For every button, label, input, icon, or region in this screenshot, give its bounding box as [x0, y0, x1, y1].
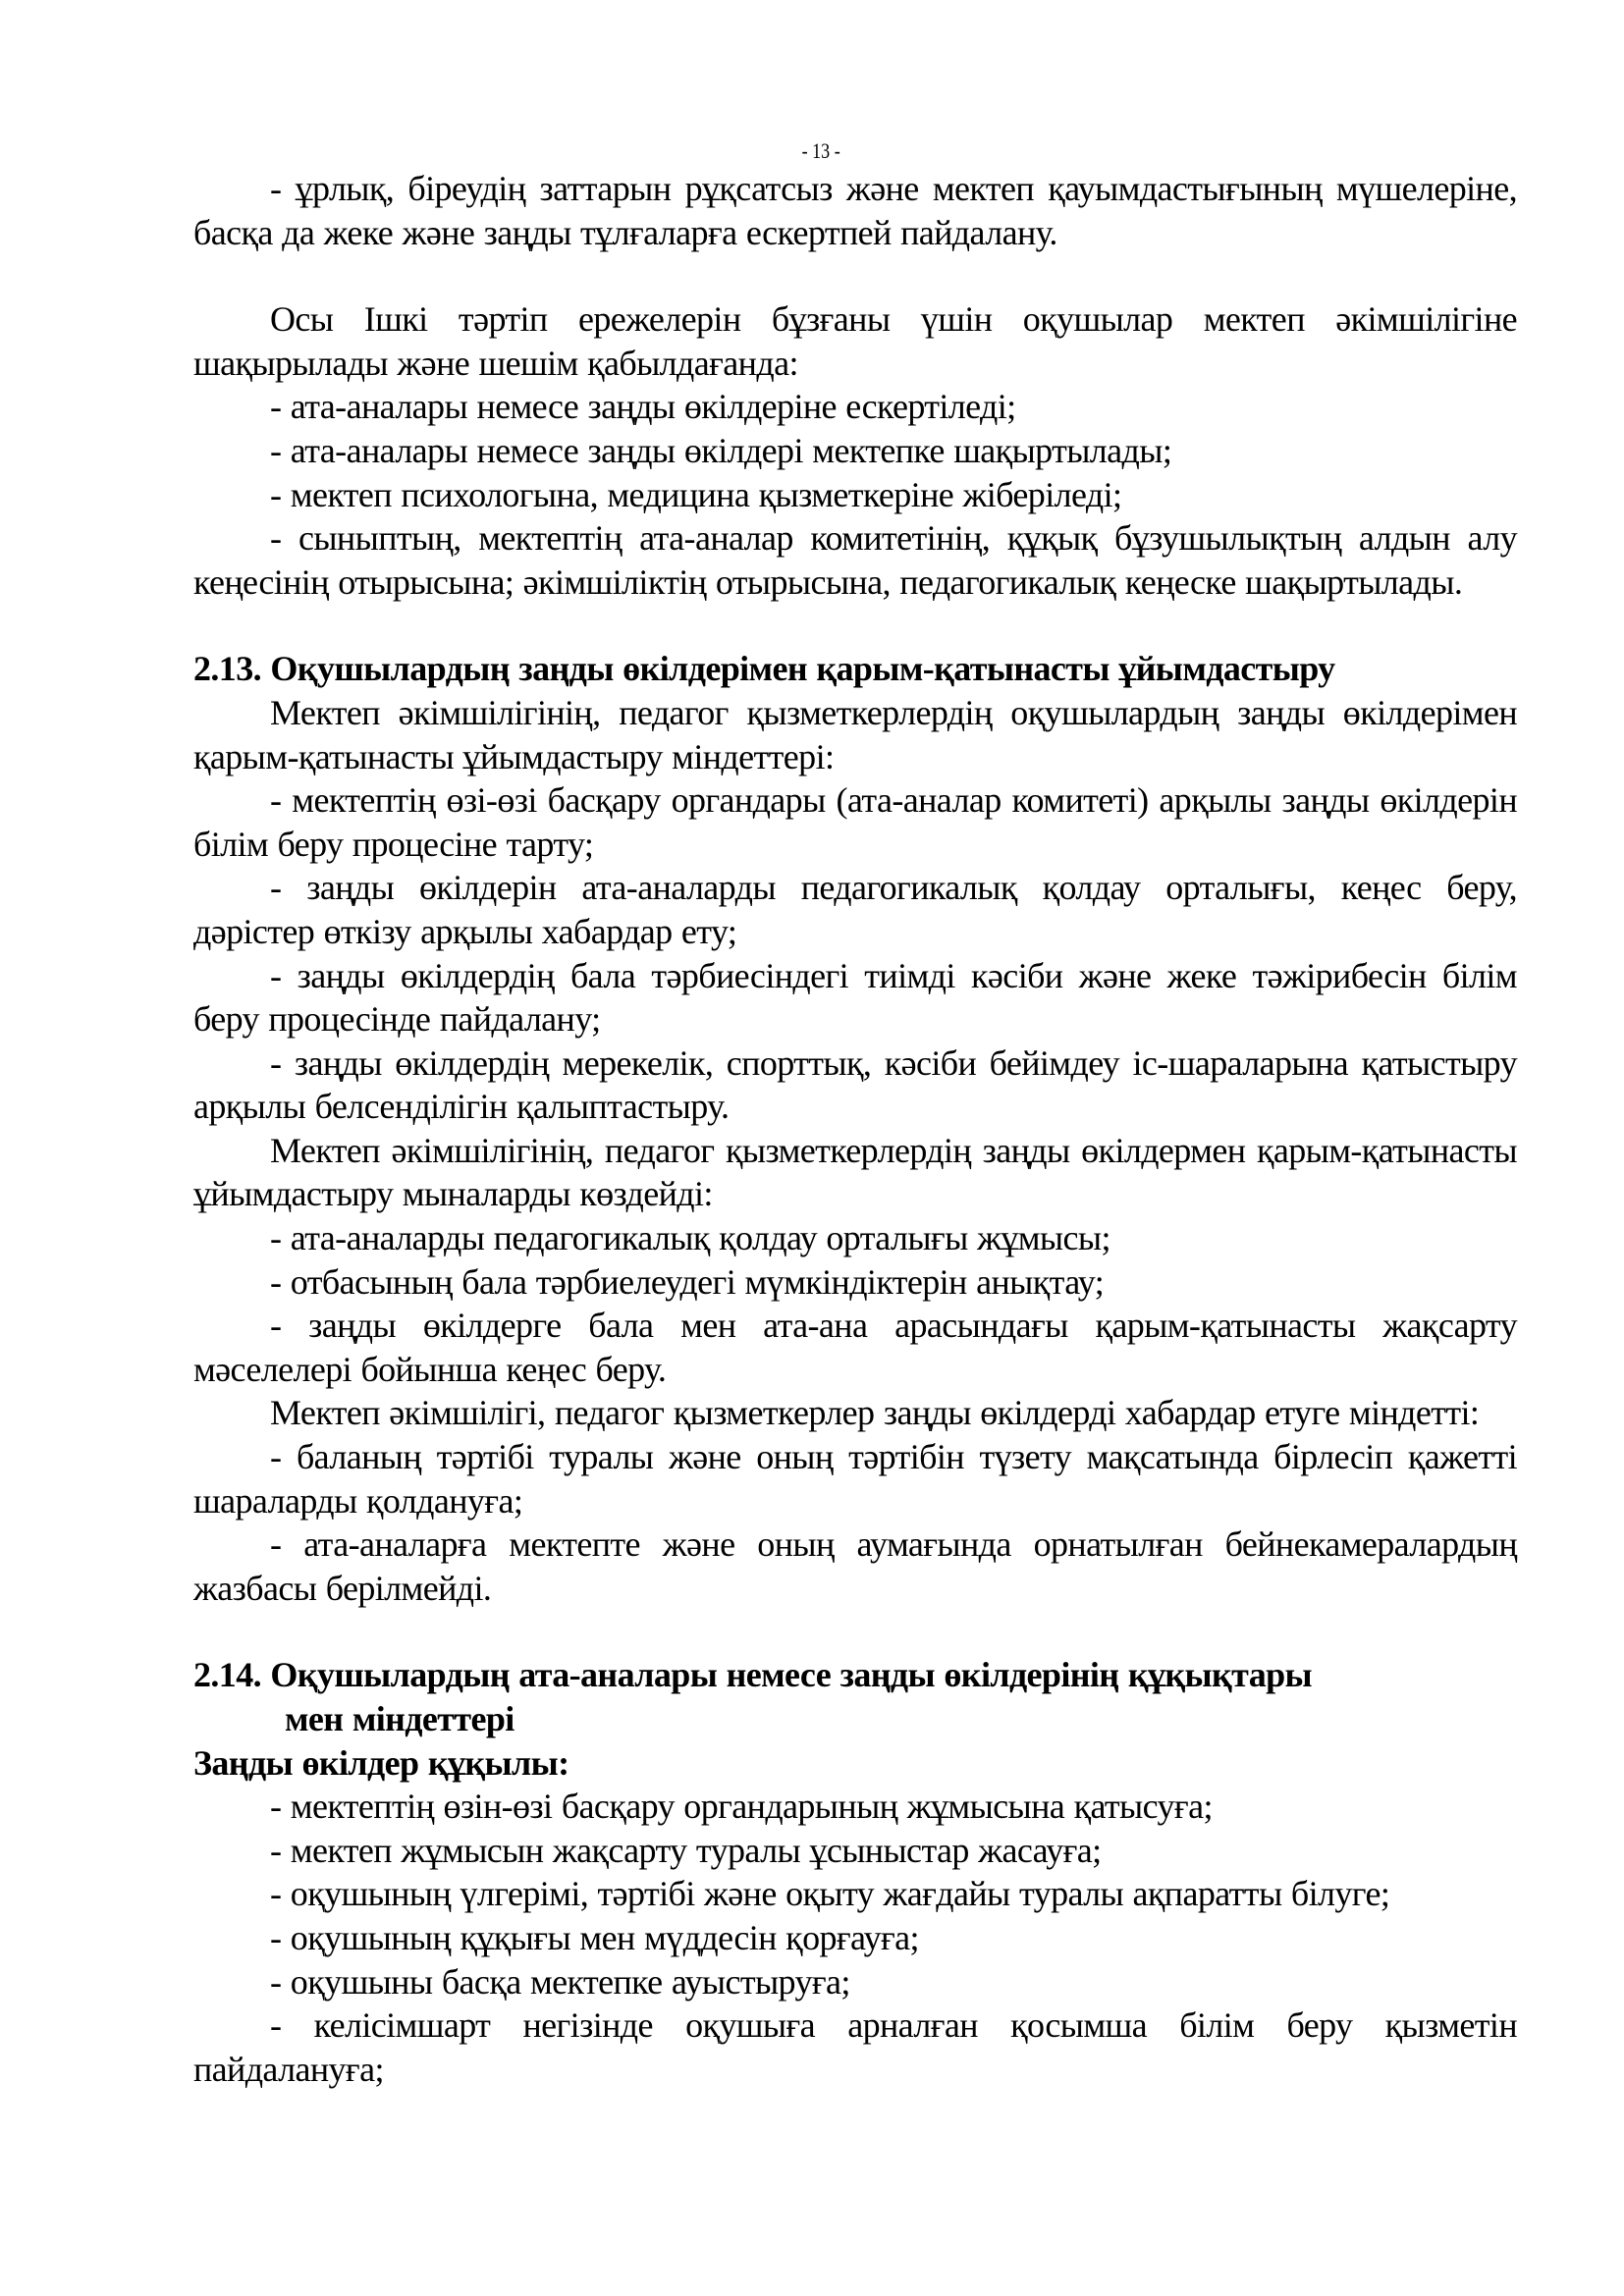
- list-item: - ата-аналары немесе заңды өкілдеріне ескертіледі;: [270, 387, 1016, 427]
- paragraph-theft: - ұрлық, біреудің заттарын рұқсатсыз және мектеп қауымдастығының мүшелеріне, басқа да жеке және заңды тұлғаларға ескертпей пайдалану.: [193, 169, 1517, 252]
- list-item: - баланың тәртібі туралы және оның тәртібін түзету мақсатында бірлесіп қажетті шараларды қолдануға;: [193, 1437, 1517, 1521]
- spacer: [193, 1610, 1517, 1653]
- list-item: - заңды өкілдердің мерекелік, спорттық, кәсіби бейімдеу іс-шараларына қатыстыру арқылы белсенділігін қалыптастыру.: [193, 1042, 1517, 1127]
- list-item: - мектептің өзі-өзі басқару органдары (ата-аналар комитеті) арқылы заңды өкілдерін білім беру процесіне тарту;: [193, 780, 1517, 864]
- list-item: - ата-аналарға мектепте және оның аумағында орнатылған бейнекамералардың жазбасы берілмейді.: [193, 1524, 1517, 1608]
- section-heading-2-13: 2.13. Оқушылардың заңды өкілдерімен қарым-қатынасты ұйымдастыру: [193, 649, 1335, 689]
- list-item: - келісімшарт негізінде оқушыға арналған қосымша білім беру қызметін пайдалануға;: [193, 2005, 1517, 2089]
- spacer: [193, 254, 1517, 297]
- subheading-rights: Заңды өкілдер құқылы:: [193, 1742, 569, 1783]
- list-item: - ата-аналарды педагогикалық қолдау орталығы жұмысы;: [270, 1218, 1110, 1258]
- list-item: - мектеп психологына, медицина қызметкеріне жіберіледі;: [270, 474, 1122, 514]
- document-body: [193, 167, 1517, 2091]
- list-item: - оқушының құқығы мен мүддесін қорғауға;: [270, 1917, 919, 1957]
- list-item: - отбасының бала тәрбиелеудегі мүмкіндіктерін анықтау;: [270, 1261, 1105, 1302]
- list-item: - оқушының үлгерімі, тәртібі және оқыту жағдайы туралы ақпаратты білуге;: [270, 1874, 1390, 1914]
- list-item: - заңды өкілдердің бала тәрбиесіндегі тиімді кәсіби және жеке тәжірибесін білім беру процесінде пайдалану;: [193, 955, 1517, 1040]
- section-heading-2-14: 2.14. Оқушылардың ата-аналары немесе заңды өкілдерінің құқықтары: [193, 1655, 1313, 1695]
- list-item: - заңды өкілдерін ата-аналарды педагогикалық қолдау орталығы, кеңес беру, дәрістер өткізу арқылы хабардар ету;: [193, 868, 1517, 951]
- list-item: - мектептің өзін-өзі басқару органдарының жұмысына қатысуға;: [270, 1787, 1213, 1827]
- page-number: - 13 -: [801, 138, 840, 163]
- list-item: - мектеп жұмысын жақсарту туралы ұсыныстар жасауға;: [270, 1830, 1102, 1870]
- paragraph-communication-goals: Мектеп әкімшілігінің, педагог қызметкерлердің заңды өкілдермен қарым-қатынасты ұйымдастыру мыналарды көздейді:: [193, 1130, 1517, 1214]
- list-item: - сыныптың, мектептің ата-аналар комитетінің, құқық бұзушылықтың алдын алу кеңесінің отырысына; әкімшіліктің отырысына, педагогикалық кеңеске шақыртылады.: [193, 518, 1517, 602]
- section-heading-2-14-continued: мен міндеттері: [285, 1699, 514, 1738]
- list-item: - оқушыны басқа мектепке ауыстыруға;: [270, 1961, 850, 2002]
- list-item: - заңды өкілдерге бала мен ата-ана арасындағы қарым-қатынасты жақсарту мәселелері бойынша кеңес беру.: [193, 1306, 1517, 1389]
- paragraph-duties-intro: Мектеп әкімшілігінің, педагог қызметкерлердің оқушылардың заңды өкілдерімен қарым-қатынасты ұйымдастыру міндеттері:: [193, 692, 1517, 776]
- paragraph-inform-duty: Мектеп әкімшілігі, педагог қызметкерлер заңды өкілдерді хабардар етуге міндетті:: [270, 1393, 1480, 1433]
- list-item: - ата-аналары немесе заңды өкілдері мектепке шақыртылады;: [270, 430, 1172, 470]
- paragraph-violation-intro: Осы Ішкі тәртіп ережелерін бұзғаны үшін оқушылар мектеп әкімшілігіне шақырылады және шешім қабылдағанда:: [193, 299, 1517, 383]
- spacer: [193, 604, 1517, 647]
